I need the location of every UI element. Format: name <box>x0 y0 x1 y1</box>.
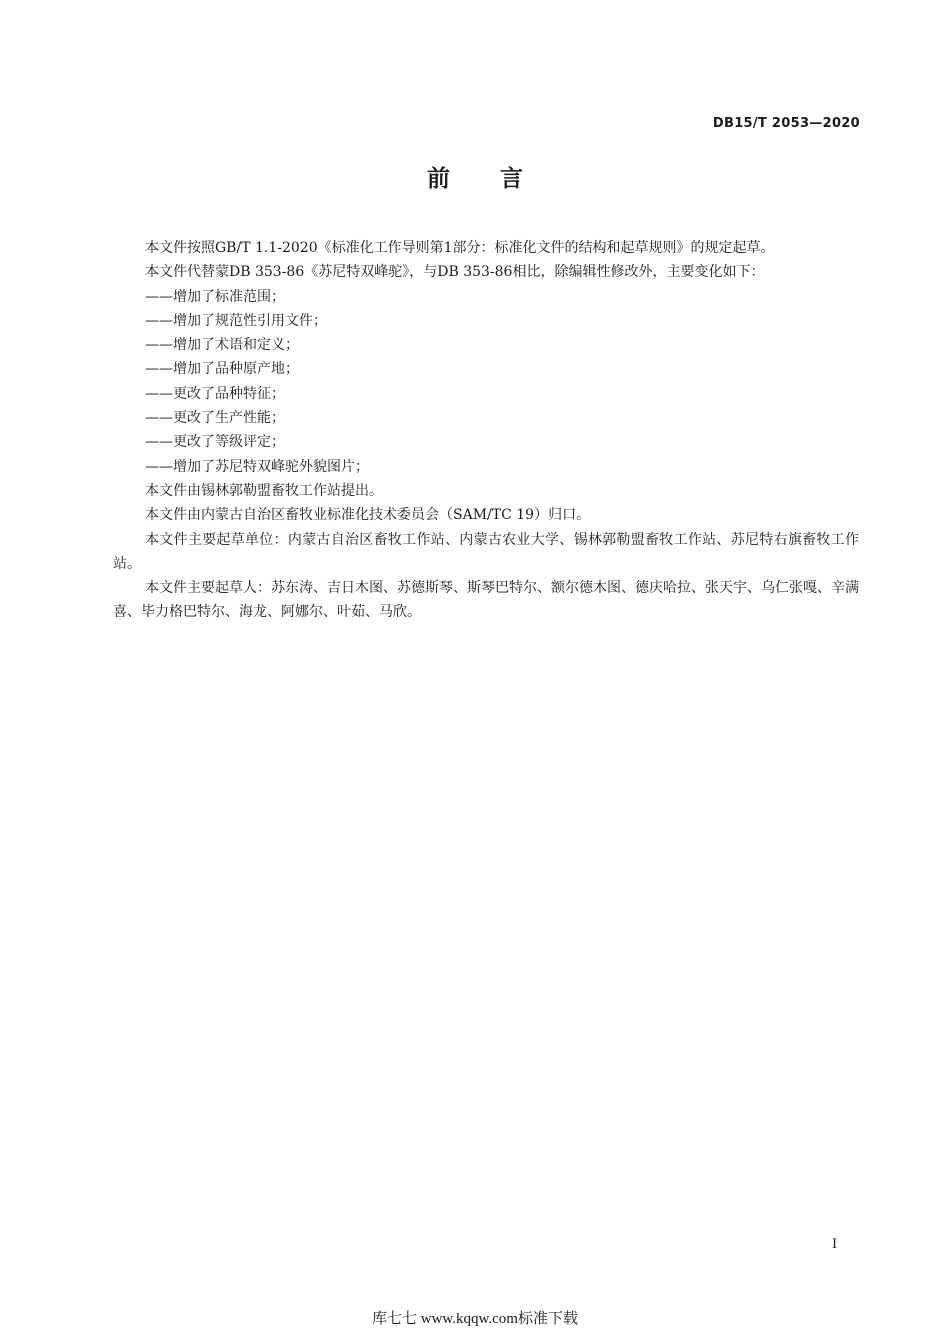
change-item: ——增加了标准范围； <box>145 288 285 305</box>
paragraph-proposer: 本文件由锡林郭勒盟畜牧工作站提出。 <box>145 482 383 499</box>
standard-code: DB15/T 2053—2020 <box>712 116 860 131</box>
paragraph-drafting-rules: 本文件按照GB/T 1.1-2020《标准化工作导则第1部分：标准化文件的结构和起草规则》的规定起草。 <box>145 240 775 256</box>
change-item: ——更改了品种特征； <box>145 385 285 402</box>
change-item: ——更改了生产性能； <box>145 410 285 427</box>
site-watermark: 库七七 www.kqqw.com标准下载 <box>372 1311 578 1327</box>
paragraph-committee: 本文件由内蒙古自治区畜牧业标准化技术委员会（SAM/TC 19）归口。 <box>145 507 591 524</box>
paragraph-drafting-units: 本文件主要起草单位：内蒙古自治区畜牧工作站、内蒙古农业大学、锡林郭勒盟畜牧工作站、苏尼特右旗畜牧工作站。 <box>113 531 859 572</box>
paragraph-replacement: 本文件代替蒙DB 353-86《苏尼特双峰驼》，与DB 353-86相比，除编辑性修改外，主要变化如下： <box>145 264 765 281</box>
change-item: ——增加了品种原产地； <box>145 361 299 378</box>
paragraph-drafters: 本文件主要起草人：苏东涛、吉日木图、苏德斯琴、斯琴巴特尔、额尔德木图、德庆哈拉、张天宇、乌仁张嘎、辛满喜、毕力格巴特尔、海龙、阿娜尔、叶茹、马欣。 <box>113 580 859 621</box>
page-title: 前言 <box>427 166 573 192</box>
foreword-body <box>113 236 859 625</box>
change-item: ——更改了等级评定； <box>145 434 285 451</box>
change-item: ——增加了规范性引用文件； <box>145 312 327 329</box>
change-item: ——增加了术语和定义； <box>145 337 299 354</box>
change-item: ——增加了苏尼特双峰驼外貌图片； <box>145 458 369 475</box>
page-number: I <box>832 1237 838 1252</box>
